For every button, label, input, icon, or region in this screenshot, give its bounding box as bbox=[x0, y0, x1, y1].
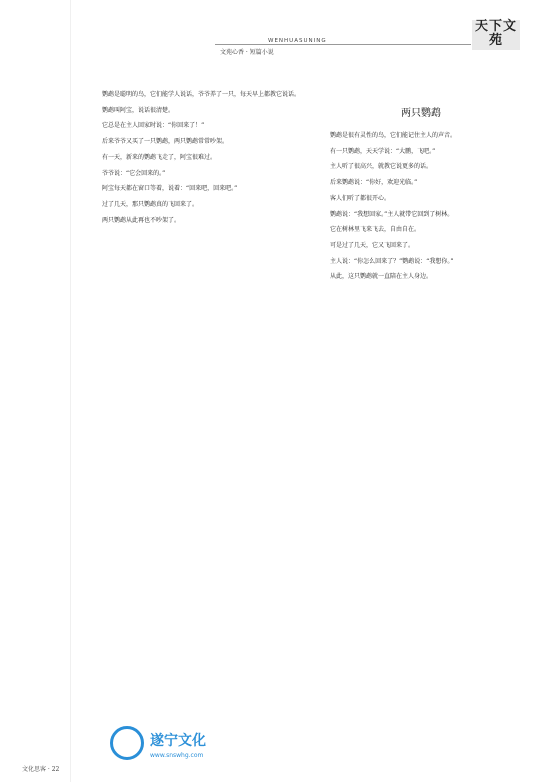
article-title: 两只鹦鹉 bbox=[401, 108, 441, 119]
paragraph: 它总是在主人回家时说：“你回来了！” bbox=[102, 122, 205, 130]
paragraph: 两只鹦鹉从此再也不吵架了。 bbox=[102, 216, 181, 224]
paragraph: 它在树林里飞来飞去，自由自在。 bbox=[330, 226, 421, 234]
logo: 天下文苑 bbox=[474, 19, 517, 48]
watermark-name: 遂宁文化 bbox=[150, 733, 206, 749]
paragraph: 可是过了几天，它又飞回来了。 bbox=[330, 241, 415, 249]
header-en: WENHUASUNING bbox=[268, 38, 327, 44]
paragraph: 鹦鹉说：“我想回家。”主人就带它回到了树林。 bbox=[330, 210, 454, 218]
paragraph: 鹦鹉是很有灵性的鸟，它们能记住主人的声音。 bbox=[330, 132, 457, 139]
watermark bbox=[110, 722, 240, 772]
paragraph: 主人听了很高兴，就教它说更多的话。 bbox=[330, 163, 433, 171]
paragraph: 鹦鹉是聪明的鸟，它们能学人说话，爷爷养了一只，每天早上都教它说话。 bbox=[102, 91, 301, 98]
paragraph: 过了几天，那只鹦鹉真的飞回来了。 bbox=[102, 200, 199, 208]
page-edge bbox=[70, 0, 71, 782]
paragraph: 有一天，新来的鹦鹉飞走了，阿宝很难过。 bbox=[102, 153, 217, 161]
paragraph: 客人们听了都很开心。 bbox=[330, 194, 391, 202]
page-number: 文化思客 · 22 bbox=[22, 766, 60, 773]
paragraph: 阿宝每天都在窗口等着，说着：“回来吧，回来吧。” bbox=[102, 185, 238, 193]
header-cn: 文苑心香 · 短篇小说 bbox=[220, 49, 274, 56]
watermark-logo-icon bbox=[110, 726, 144, 760]
paragraph: 鹦鹉叫阿宝，说话很清楚。 bbox=[102, 106, 175, 114]
paragraph: 后来爷爷又买了一只鹦鹉，两只鹦鹉常常吵架。 bbox=[102, 138, 229, 146]
watermark-url: www.snswhg.com bbox=[150, 752, 204, 759]
left-column bbox=[90, 87, 305, 228]
paragraph: 后来鹦鹉说：“你好，欢迎光临。” bbox=[330, 179, 418, 187]
header-rule bbox=[215, 44, 471, 45]
paragraph: 主人说：“你怎么回来了？”鹦鹉说：“我想你。” bbox=[330, 257, 454, 265]
paragraph: 有一只鹦鹉，天天学说：“大鹏，飞吧。” bbox=[330, 147, 436, 155]
paragraph: 爷爷说：“它会回来的。” bbox=[102, 169, 166, 177]
paragraph: 从此，这只鹦鹉就一直陪在主人身边。 bbox=[330, 273, 433, 281]
right-column bbox=[318, 128, 524, 285]
page-header bbox=[0, 0, 536, 56]
